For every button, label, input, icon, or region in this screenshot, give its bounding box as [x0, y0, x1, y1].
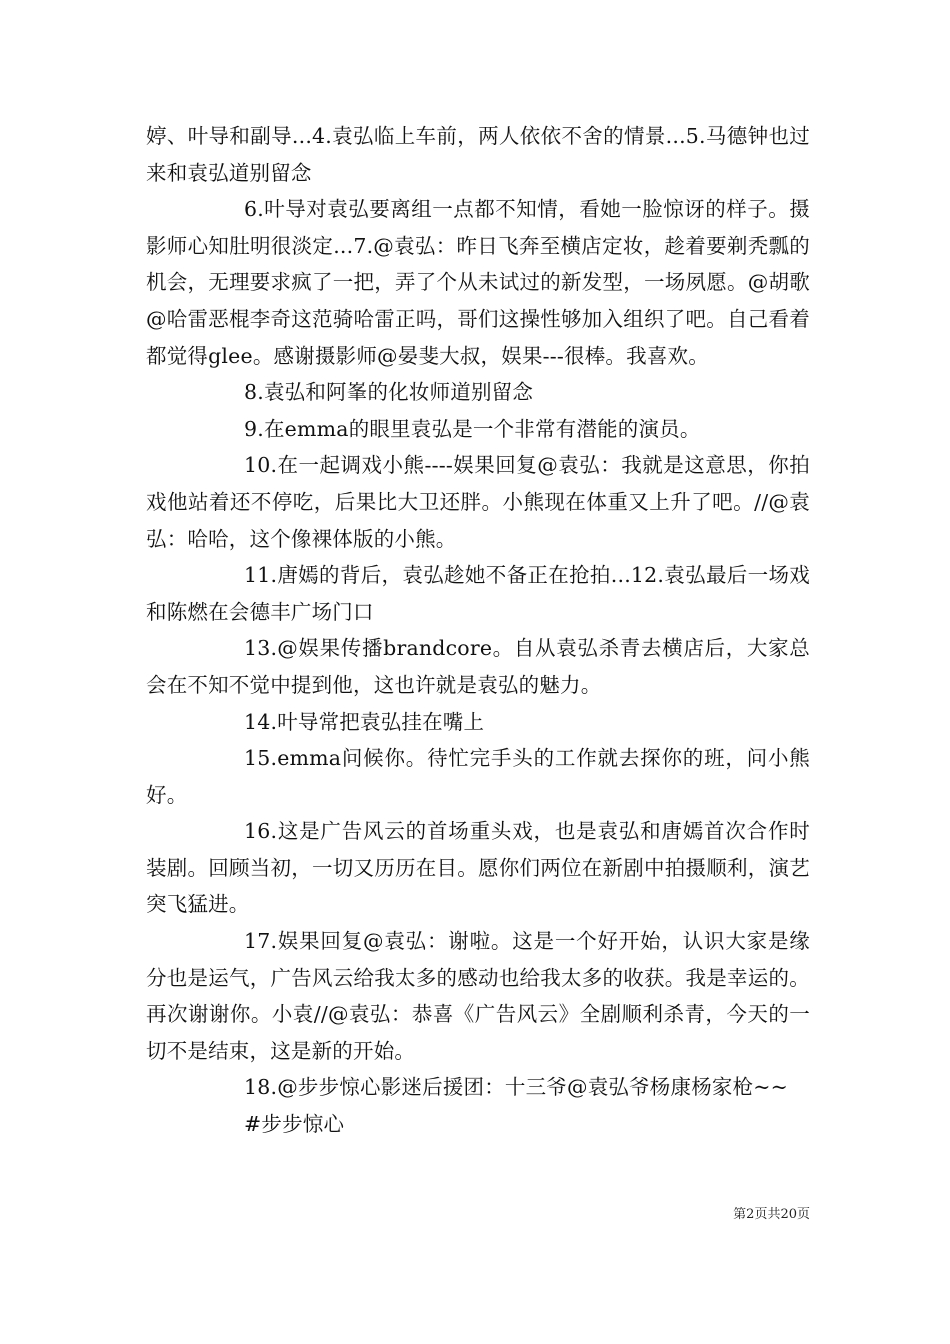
paragraph: 13.@娱果传播brandcore。自从袁弘杀青去横店后，大家总会在不知不觉中提到他，这也许就是袁弘的魅力。	[146, 636, 810, 697]
paragraph: 11.唐嫣的背后，袁弘趁她不备正在抢拍...12.袁弘最后一场戏和陈燃在会德丰广场门口	[146, 563, 810, 624]
paragraph: 17.娱果回复@袁弘：谢啦。这是一个好开始，认识大家是缘分也是运气，广告风云给我太多的感动也给我太多的收获。我是幸运的。再次谢谢你。小袁//@袁弘：恭喜《广告风云》全剧顺利杀青，今天的一切不是结束，这是新的开始。	[146, 929, 810, 1063]
paragraph: 18.@步步惊心影迷后援团：十三爷@袁弘爷杨康杨家枪~~	[244, 1075, 789, 1100]
paragraph: 婷、叶导和副导...4.袁弘临上车前，两人依依不舍的情景...5.马德钟也过来和袁弘道别留念	[146, 124, 810, 185]
paragraph: 10.在一起调戏小熊----娱果回复@袁弘：我就是这意思，你拍戏他站着还不停吃，后果比大卫还胖。小熊现在体重又上升了吧。//@袁弘：哈哈，这个像裸体版的小熊。	[146, 453, 810, 551]
paragraph: 8.袁弘和阿峯的化妆师道别留念	[244, 380, 534, 405]
paragraph: #步步惊心	[244, 1112, 345, 1137]
paragraph: 14.叶导常把袁弘挂在嘴上	[244, 709, 485, 734]
paragraph: 15.emma问候你。待忙完手头的工作就去探你的班，问小熊好。	[146, 746, 810, 807]
paragraph: 6.叶导对袁弘要离组一点都不知情，看她一脸惊讶的样子。摄影师心知肚明很淡定...7.@袁弘：昨日飞奔至横店定妆，趁着要剃秃瓢的机会，无理要求疯了一把，弄了个从未试过的新发型，一场夙愿。@胡歌@哈雷恶棍李奇这范骑哈雷正吗，哥们这操性够加入组织了吧。自己看着都觉得glee。感谢摄影师@晏斐大叔，娱果---很棒。我喜欢。	[146, 197, 810, 368]
paragraph: 9.在emma的眼里袁弘是一个非常有潜能的演员。	[244, 416, 701, 441]
document-body	[146, 118, 810, 1143]
page-number-footer: 第2页共20页	[733, 1207, 810, 1222]
paragraph: 16.这是广告风云的首场重头戏，也是袁弘和唐嫣首次合作时装剧。回顾当初，一切又历历在目。愿你们两位在新剧中拍摄顺利，演艺突飞猛进。	[146, 819, 810, 917]
